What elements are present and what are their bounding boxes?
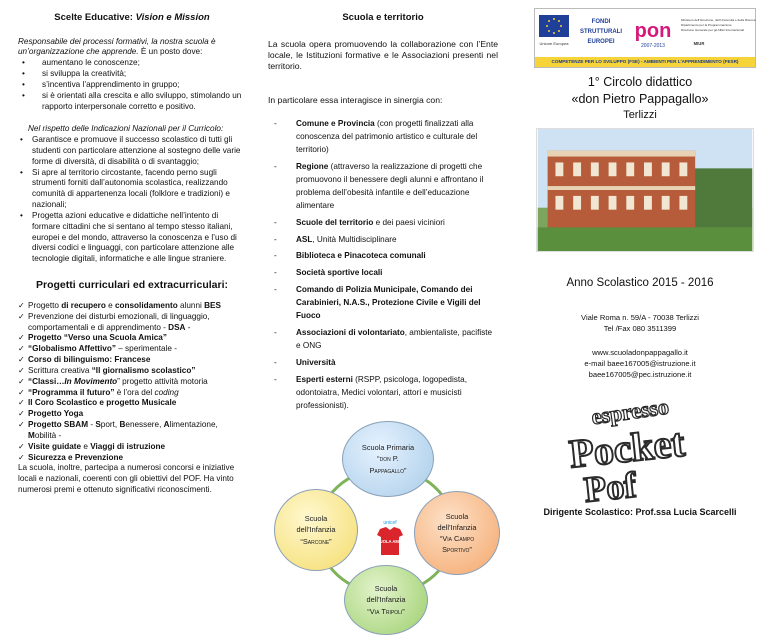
list-item: • s’incentiva l’apprendimento in gruppo; [18, 80, 246, 91]
school-address: Viale Roma n. 59/A - 70038 Terlizzi Tel /Fax 080 3511399 [581, 313, 699, 333]
logo-pof-text: Pof [582, 464, 638, 510]
list-item: ✓ “Classi…In Movimento” progetto attività motoria [18, 377, 246, 388]
projects-list [18, 301, 246, 463]
list-item: - Comando di Polizia Municipale, Comando dei Carabinieri, N.A.S., Protezione Civile e Vigili del Fuoco [268, 284, 498, 323]
list-item: • Si apre al territorio circostante, facendo perno sugli strumenti forniti dall’autonomia scolastica, realizzando comunità di appartenenza locali (folklore e tradizioni) e nazionali; [18, 168, 246, 211]
school-contacts [512, 347, 768, 380]
list-item: ✓ Visite guidate e Viaggi di istruzione [18, 442, 246, 453]
svg-text:Direzione Generale per gli Aff: Direzione Generale per gli Affari Internazionali [681, 28, 745, 32]
school-city: Terlizzi [623, 109, 657, 121]
partners-list [268, 118, 498, 413]
list-item: • si è orientati alla crescita e allo sviluppo, stimolando un rapporto interpersonale corretto e positivo. [18, 91, 246, 113]
svg-text:STRUTTURALI: STRUTTURALI [580, 29, 622, 35]
schools-diagram [264, 421, 504, 633]
svg-text:FONDI: FONDI [591, 19, 611, 25]
list-item: - Scuole del territorio e dei paesi viciniori [268, 217, 498, 230]
list-item: ✓ Il Coro Scolastico e progetto Musicale [18, 398, 246, 409]
svg-text:Dipartimento per la Programmaz: Dipartimento per la Programmazione [681, 23, 732, 27]
list-item: ✓ Progetto Yoga [18, 409, 246, 420]
pon-label: pon [634, 20, 672, 42]
list-item: • Progetta azioni educative e didattiche nell’intento di formare cittadini che si sentano al tempo stesso italiani, europei e del mondo, attraverso la conoscenza e l’uso di diversi codici e linguaggi, con particolare attenzione alle tecnologie digitali, informatiche e alle lingue straniere. [18, 211, 246, 265]
school-name: 1° Circolo didattico «don Pietro Pappagallo» [571, 75, 709, 106]
scuola-amica-logo [372, 517, 408, 561]
svg-text:EUROPEI: EUROPEI [587, 39, 615, 45]
list-item: ✓ Progetto “Verso una Scuola Amica” [18, 333, 246, 344]
pec-link[interactable]: baee167005@pec.istruzione.it [588, 370, 692, 379]
territorio-heading: Scuola e territorio [342, 12, 424, 23]
indicazioni-list [18, 135, 246, 265]
list-item: ✓ Scrittura creativa “Il giornalismo scolastico” [18, 366, 246, 377]
pon-years-label: 2007-2013 [641, 43, 665, 49]
pon-band: COMPETENZE PER LO SVILUPPO (FSE) - AMBIENTI PER L'APPRENDIMENTO (FESR) [535, 57, 755, 67]
list-item: - Biblioteca e Pinacoteca comunali [268, 250, 498, 263]
list-item: - Associazioni di volontariato, ambientaliste, pacifiste e ONG [268, 327, 498, 353]
list-item: ✓ Sicurezza e Prevenzione [18, 453, 246, 464]
scuola-amica-label: SCUOLA AMICA [373, 538, 407, 544]
list-item: - Società sportive locali [268, 267, 498, 280]
svg-text:Ministero dell'Istruzione, del: Ministero dell'Istruzione, dell'Università e della Ricerca [681, 18, 756, 22]
list-item: • aumentano le conoscenze; [18, 58, 246, 69]
territorio-intro: La scuola opera promuovendo la collaborazione con l’Ente locale, le Istituzioni formative e le Associazioni presenti nel territorio. [268, 38, 498, 72]
list-item: - Esperti esterni (RSPP, psicologa, logopedista, odontoiatra, Medici volontari, attori e musicisti professionisti). [268, 374, 498, 413]
pon-banner [534, 8, 756, 68]
projects-heading: Progetti curriculari ed extracurriculari: [36, 279, 228, 292]
email-link[interactable]: e-mail baee167005@istruzione.it [584, 359, 696, 368]
column-vision-mission [0, 0, 256, 543]
logo-pocket-text: Pocket [567, 419, 687, 477]
list-item: ✓ “Programma il futuro” è l’ora del coding [18, 388, 246, 399]
school-year: Anno Scolastico 2015 - 2016 [566, 277, 714, 289]
list-item: • Garantisce e promuove il successo scolastico di tutti gli studenti con particolare attenzione al sostegno delle varie forme di diversità, di disabilità o di svantaggio; [18, 135, 246, 167]
list-item: - Regione (attraverso la realizzazione di progetti che promuovono il benessere degli alunni e affrontano il problema dell’obesità infantile e dell’educazione alimentare [268, 161, 498, 213]
bubble-infanzia-tripoli: Scuola dell’Infanzia “Via Tripoli” [344, 565, 428, 635]
indicazioni-intro: Nel rispetto delle Indicazioni Nazionali per il Curricolo: [28, 124, 224, 134]
list-item: - ASL, Unità Multidisciplinare [268, 234, 498, 247]
espresso-pocket-pof-logo [562, 386, 742, 510]
mission-list [18, 58, 246, 112]
vision-mission-heading: Scelte Educative: Vision e Mission [54, 12, 210, 23]
synergy-intro: In particolare essa interagisce in sinergia con: [268, 94, 443, 105]
list-item: • si sviluppa la creatività; [18, 69, 246, 80]
dirigente-scolastico: Dirigente Scolastico: Prof.ssa Lucia Scarcelli [543, 507, 737, 517]
list-item: ✓ Corso di bilinguismo: Francese [18, 355, 246, 366]
unicef-label: unicef [383, 519, 397, 526]
list-item: ✓ “Globalismo Affettivo” – sperimentale - [18, 344, 246, 355]
list-item: ✓ Progetto SBAM - Sport, Benessere, Alimentazione, Mobilità - [18, 420, 246, 442]
miur-label: MIUR [693, 41, 705, 46]
list-item: ✓ Progetto di recupero e consolidamento alunni BES [18, 301, 246, 312]
website-link[interactable]: www.scuoladonpappagallo.it [592, 348, 688, 357]
pon-banner-art [535, 9, 757, 59]
bubble-scuola-primaria: Scuola Primaria “don P. Pappagallo” [342, 421, 434, 497]
list-item: - Università [268, 357, 498, 370]
closing-paragraph: La scuola, inoltre, partecipa a numerosi concorsi e iniziative locali e nazionali, coerenti con gli obiettivi del POF. Ha vinto numerosi premi e ottenuto significativi riconoscimenti. [18, 463, 235, 495]
list-item: ✓ Prevenzione dei disturbi emozionali, di linguaggio, comportamentali e di apprendimento - DSA - [18, 312, 246, 334]
bubble-infanzia-campo-sportivo: Scuola dell’Infanzia “Via Campo Sportivo” [414, 491, 500, 575]
bubble-infanzia-sarcone: Scuola dell’Infanzia “Sarcone” [274, 489, 358, 571]
school-building-photo [536, 128, 754, 252]
logo-espresso-text: espresso [589, 393, 671, 430]
eu-label: Unione Europea [539, 41, 569, 46]
mission-intro: Responsabile dei processi formativi, la nostra scuola è un’organizzazione che apprende. È un posto dove: [18, 36, 216, 57]
column-territorio [256, 0, 512, 616]
list-item: - Comune e Provincia (con progetti finalizzati alla conoscenza del patrimonio artistico e culturale del territorio) [268, 118, 498, 157]
